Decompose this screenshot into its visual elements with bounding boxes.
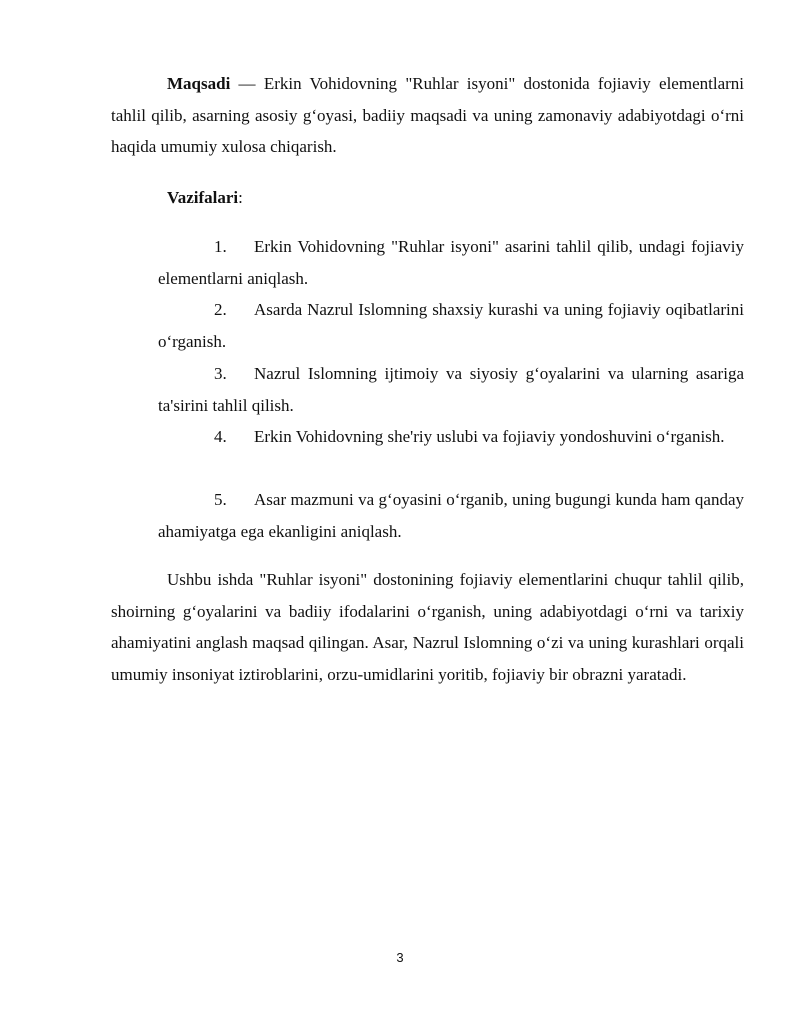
task-item-4 [158, 421, 744, 453]
task-text: Erkin Vohidovning "Ruhlar isyoni" asarini tahlil qilib, undagi fojiaviy elementlarni aniqlash. [158, 237, 744, 288]
goal-dash: — [230, 74, 264, 93]
summary-paragraph: Ushbu ishda "Ruhlar isyoni" dostonining fojiaviy elementlarini chuqur tahlil qilib, shoirning g‘oyalarini va badiiy ifodalarini o‘rganish, uning adabiyotdagi o‘rni va tarixiy ahamiyatini anglash maqsad qilingan. Asar, Nazrul Islomning o‘zi va uning kurashlari orqali umumiy insoniyat iztiroblarini, orzu-umidlarini yoritib, fojiaviy bir obrazni yaratadi. [111, 570, 744, 685]
task-item-2 [158, 294, 744, 357]
task-item-1 [158, 231, 744, 294]
task-text: Asar mazmuni va g‘oyasini o‘rganib, uning bugungi kunda ham qanday ahamiyatga ega ekanligini aniqlash. [158, 490, 744, 541]
task-text: Nazrul Islomning ijtimoiy va siyosiy g‘oyalarini va ularning asariga ta'sirini tahlil qilish. [158, 364, 744, 415]
goal-text: Erkin Vohidovning "Ruhlar isyoni" dostonida fojiaviy elementlarni tahlil qilib, asarning asosiy g‘oyasi, badiiy maqsadi va uning zamonaviy adabiyotdagi o‘rni haqida umumiy xulosa chiqarish. [111, 74, 744, 157]
task-text: Erkin Vohidovning she'riy uslubi va fojiaviy yondoshuvini o‘rganish. [254, 427, 725, 446]
task-number: 5. [214, 490, 227, 509]
task-item-3 [158, 358, 744, 421]
page-number: 3 [396, 950, 404, 965]
task-number: 2. [214, 300, 227, 319]
tasks-label: Vazifalari [167, 188, 239, 207]
goal-paragraph [111, 68, 744, 163]
task-number: 1. [214, 237, 227, 256]
task-text: Asarda Nazrul Islomning shaxsiy kurashi va uning fojiaviy oqibatlarini o‘rganish. [158, 300, 744, 351]
goal-label: Maqsadi [167, 74, 231, 93]
task-number: 4. [214, 427, 227, 446]
tasks-colon: : [238, 188, 243, 207]
tasks-heading [167, 182, 243, 213]
task-item-5 [158, 484, 744, 547]
task-number: 3. [214, 364, 227, 383]
